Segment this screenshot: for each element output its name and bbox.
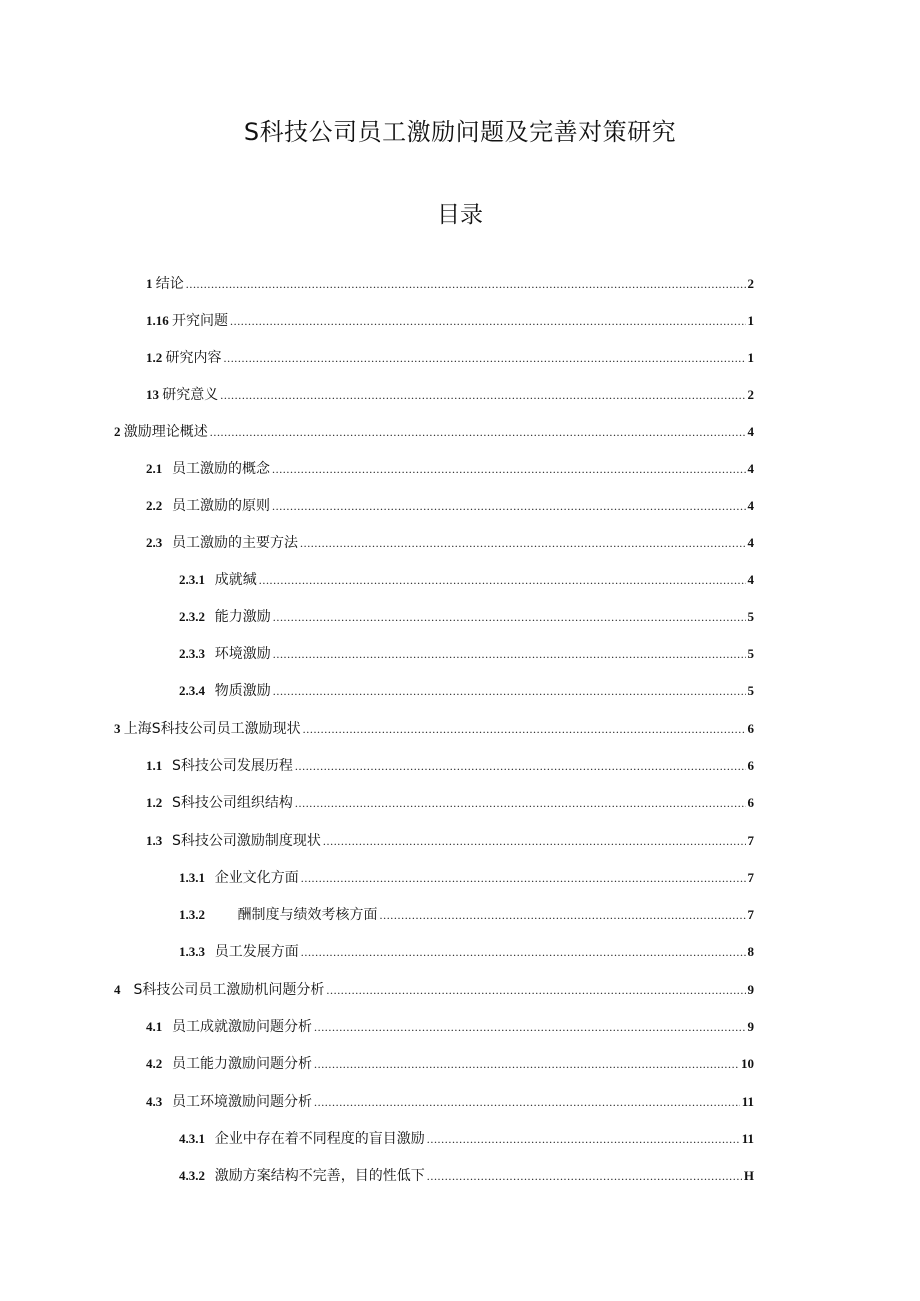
toc-dot-leader bbox=[303, 717, 746, 741]
toc-entry-number: 2 bbox=[114, 424, 124, 439]
toc-entry-2-1[interactable] bbox=[146, 457, 754, 481]
toc-entry-page: 1 bbox=[747, 350, 754, 365]
toc-entry-page: 7 bbox=[747, 907, 754, 922]
toc-entry-number: 2.3 bbox=[146, 535, 172, 550]
toc-dot-leader bbox=[220, 383, 745, 407]
toc-entry-1[interactable] bbox=[146, 272, 754, 296]
toc-dot-leader bbox=[273, 679, 746, 703]
toc-entry-title: 上海S科技公司员工激励现状 bbox=[123, 721, 301, 737]
toc-dot-leader bbox=[314, 1052, 739, 1076]
toc-entry-page: 5 bbox=[747, 683, 754, 698]
toc-dot-leader bbox=[273, 605, 746, 629]
toc-dot-leader bbox=[273, 642, 746, 666]
toc-entry-title: 研究意义 bbox=[162, 387, 219, 403]
toc-entry-page: 1 bbox=[747, 313, 754, 328]
toc-entry-page: 4 bbox=[747, 461, 754, 476]
toc-entry-number: 4.2 bbox=[146, 1056, 172, 1071]
toc-entry-number: 1.1 bbox=[146, 758, 172, 773]
toc-entry-title: 企业中存在着不同程度的盲目激励 bbox=[214, 1131, 425, 1147]
toc-entry-title: 酬制度与绩效考核方面 bbox=[237, 907, 378, 923]
toc-entry-3-1[interactable] bbox=[146, 754, 754, 778]
toc-entry-page: 4 bbox=[747, 572, 754, 587]
toc-entry-page: H bbox=[743, 1168, 754, 1183]
toc-entry-4-3-2[interactable] bbox=[179, 1164, 754, 1188]
toc-entry-2-3-3[interactable] bbox=[179, 642, 754, 666]
toc-entry-title: 员工激励的主要方法 bbox=[172, 535, 298, 551]
toc-entry-title: 员工成就激励问题分析 bbox=[172, 1019, 312, 1035]
toc-entry-page: 11 bbox=[741, 1094, 754, 1109]
toc-entry-page: 11 bbox=[741, 1131, 754, 1146]
toc-entry-number: 2.1 bbox=[146, 461, 172, 476]
toc-entry-title: S科技公司激励制度现状 bbox=[172, 833, 321, 849]
toc-entry-number: 2.3.2 bbox=[179, 609, 215, 624]
toc-entry-3[interactable] bbox=[114, 717, 754, 741]
toc-entry-page: 4 bbox=[747, 424, 754, 439]
toc-entry-number: 1.2 bbox=[146, 350, 166, 365]
toc-entry-2-3-4[interactable] bbox=[179, 679, 754, 703]
toc-entry-2-3-2[interactable] bbox=[179, 605, 754, 629]
toc-entry-title: S科技公司组织结构 bbox=[172, 795, 293, 811]
toc-dot-leader bbox=[427, 1127, 740, 1151]
toc-entry-page: 8 bbox=[747, 944, 754, 959]
toc-entry-page: 10 bbox=[741, 1056, 754, 1071]
toc-entry-title: 开究问题 bbox=[172, 313, 228, 329]
toc-entry-number: 2.3.4 bbox=[179, 683, 215, 698]
toc-dot-leader bbox=[224, 346, 746, 370]
toc-entry-page: 7 bbox=[747, 870, 754, 885]
toc-entry-number: 1.16 bbox=[146, 313, 172, 328]
toc-entry-3-3[interactable] bbox=[146, 829, 754, 853]
toc-entry-title: 员工激励的概念 bbox=[172, 461, 270, 477]
toc-entry-page: 5 bbox=[747, 646, 754, 661]
toc-entry-title: 员工激励的原则 bbox=[172, 498, 270, 514]
toc-entry-page: 9 bbox=[747, 1019, 754, 1034]
toc-entry-title: 员工能力激励问题分析 bbox=[172, 1056, 312, 1072]
toc-entry-title: S科技公司员工激励机问题分析 bbox=[133, 982, 325, 998]
toc-entry-2[interactable] bbox=[114, 420, 754, 444]
toc-entry-title: 激励方案结构不完善，目的性低下 bbox=[214, 1168, 425, 1184]
toc-entry-title: 结论 bbox=[155, 276, 184, 292]
toc-entry-number: 4 bbox=[114, 982, 134, 997]
toc-entry-1-3[interactable] bbox=[146, 383, 754, 407]
toc-dot-leader bbox=[272, 494, 746, 518]
toc-entry-title: 激励理论概述 bbox=[123, 424, 208, 440]
toc-dot-leader bbox=[186, 272, 746, 296]
toc-entry-number: 4.3 bbox=[146, 1094, 172, 1109]
toc-dot-leader bbox=[295, 754, 746, 778]
toc-entry-page: 2 bbox=[747, 387, 754, 402]
toc-entry-title: 成就缄 bbox=[214, 572, 257, 588]
toc-entry-3-3-2[interactable] bbox=[179, 903, 754, 927]
toc-entry-page: 5 bbox=[747, 609, 754, 624]
toc-dot-leader bbox=[314, 1090, 740, 1114]
toc-dot-leader bbox=[210, 420, 746, 444]
toc-entry-number: 13 bbox=[146, 387, 163, 402]
toc-dot-leader bbox=[314, 1015, 746, 1039]
toc-entry-number: 3 bbox=[114, 721, 124, 736]
toc-dot-leader bbox=[230, 309, 746, 333]
toc-entry-number: 2.3.1 bbox=[179, 572, 215, 587]
toc-entry-4-1[interactable] bbox=[146, 1015, 754, 1039]
toc-dot-leader bbox=[326, 978, 745, 1002]
toc-entry-number: 1.3.1 bbox=[179, 870, 215, 885]
toc-entry-number: 2.2 bbox=[146, 498, 172, 513]
toc-entry-page: 9 bbox=[747, 982, 754, 997]
toc-heading: 目录 bbox=[437, 202, 483, 228]
toc-entry-page: 7 bbox=[747, 833, 754, 848]
toc-entry-title: 企业文化方面 bbox=[214, 870, 299, 886]
toc-entry-2-2[interactable] bbox=[146, 494, 754, 518]
toc-entry-3-3-3[interactable] bbox=[179, 940, 754, 964]
toc-entry-title: S科技公司发展历程 bbox=[172, 758, 293, 774]
toc-entry-title: 员工环境激励问题分析 bbox=[172, 1094, 312, 1110]
toc-entry-4[interactable] bbox=[114, 978, 754, 1002]
toc-dot-leader bbox=[259, 568, 746, 592]
toc-dot-leader bbox=[301, 940, 746, 964]
toc-entry-title: 物质激励 bbox=[214, 683, 271, 699]
document-title: S科技公司员工激励问题及完善对策研究 bbox=[243, 118, 677, 146]
toc-dot-leader bbox=[380, 903, 746, 927]
toc-entry-number: 4.3.2 bbox=[179, 1168, 215, 1183]
toc-dot-leader bbox=[295, 791, 746, 815]
toc-dot-leader bbox=[272, 457, 746, 481]
toc-entry-1-2[interactable] bbox=[146, 346, 754, 370]
toc-entry-number: 1.3 bbox=[146, 833, 172, 848]
toc-entry-title: 研究内容 bbox=[165, 350, 222, 366]
toc-entry-number: 1.3.2 bbox=[179, 907, 238, 922]
toc-dot-leader bbox=[300, 531, 746, 555]
toc-entry-3-2[interactable] bbox=[146, 791, 754, 815]
toc-entry-1-1[interactable] bbox=[146, 309, 754, 333]
toc-entry-number: 2.3.3 bbox=[179, 646, 215, 661]
toc-entry-3-3-1[interactable] bbox=[179, 866, 754, 890]
toc-entry-title: 环境激励 bbox=[214, 646, 271, 662]
toc-entry-page: 4 bbox=[747, 535, 754, 550]
toc-dot-leader bbox=[427, 1164, 742, 1188]
toc-entry-number: 1 bbox=[146, 276, 156, 291]
toc-dot-leader bbox=[323, 829, 746, 853]
toc-dot-leader bbox=[301, 866, 746, 890]
toc-entry-page: 6 bbox=[747, 721, 754, 736]
toc-entry-number: 1.3.3 bbox=[179, 944, 215, 959]
toc-entry-number: 4.1 bbox=[146, 1019, 172, 1034]
toc-entry-page: 2 bbox=[747, 276, 754, 291]
toc-entry-title: 员工发展方面 bbox=[214, 944, 299, 960]
toc-entry-number: 4.3.1 bbox=[179, 1131, 215, 1146]
toc-entry-page: 4 bbox=[747, 498, 754, 513]
toc-entry-number: 1.2 bbox=[146, 795, 172, 810]
toc-entry-4-3[interactable] bbox=[146, 1090, 754, 1114]
toc-entry-title: 能力激励 bbox=[214, 609, 271, 625]
toc-entry-page: 6 bbox=[747, 758, 754, 773]
toc-entry-2-3[interactable] bbox=[146, 531, 754, 555]
toc-entry-page: 6 bbox=[747, 795, 754, 810]
toc-entry-4-3-1[interactable] bbox=[179, 1127, 754, 1151]
toc-entry-4-2[interactable] bbox=[146, 1052, 754, 1076]
toc-entry-2-3-1[interactable] bbox=[179, 568, 754, 592]
